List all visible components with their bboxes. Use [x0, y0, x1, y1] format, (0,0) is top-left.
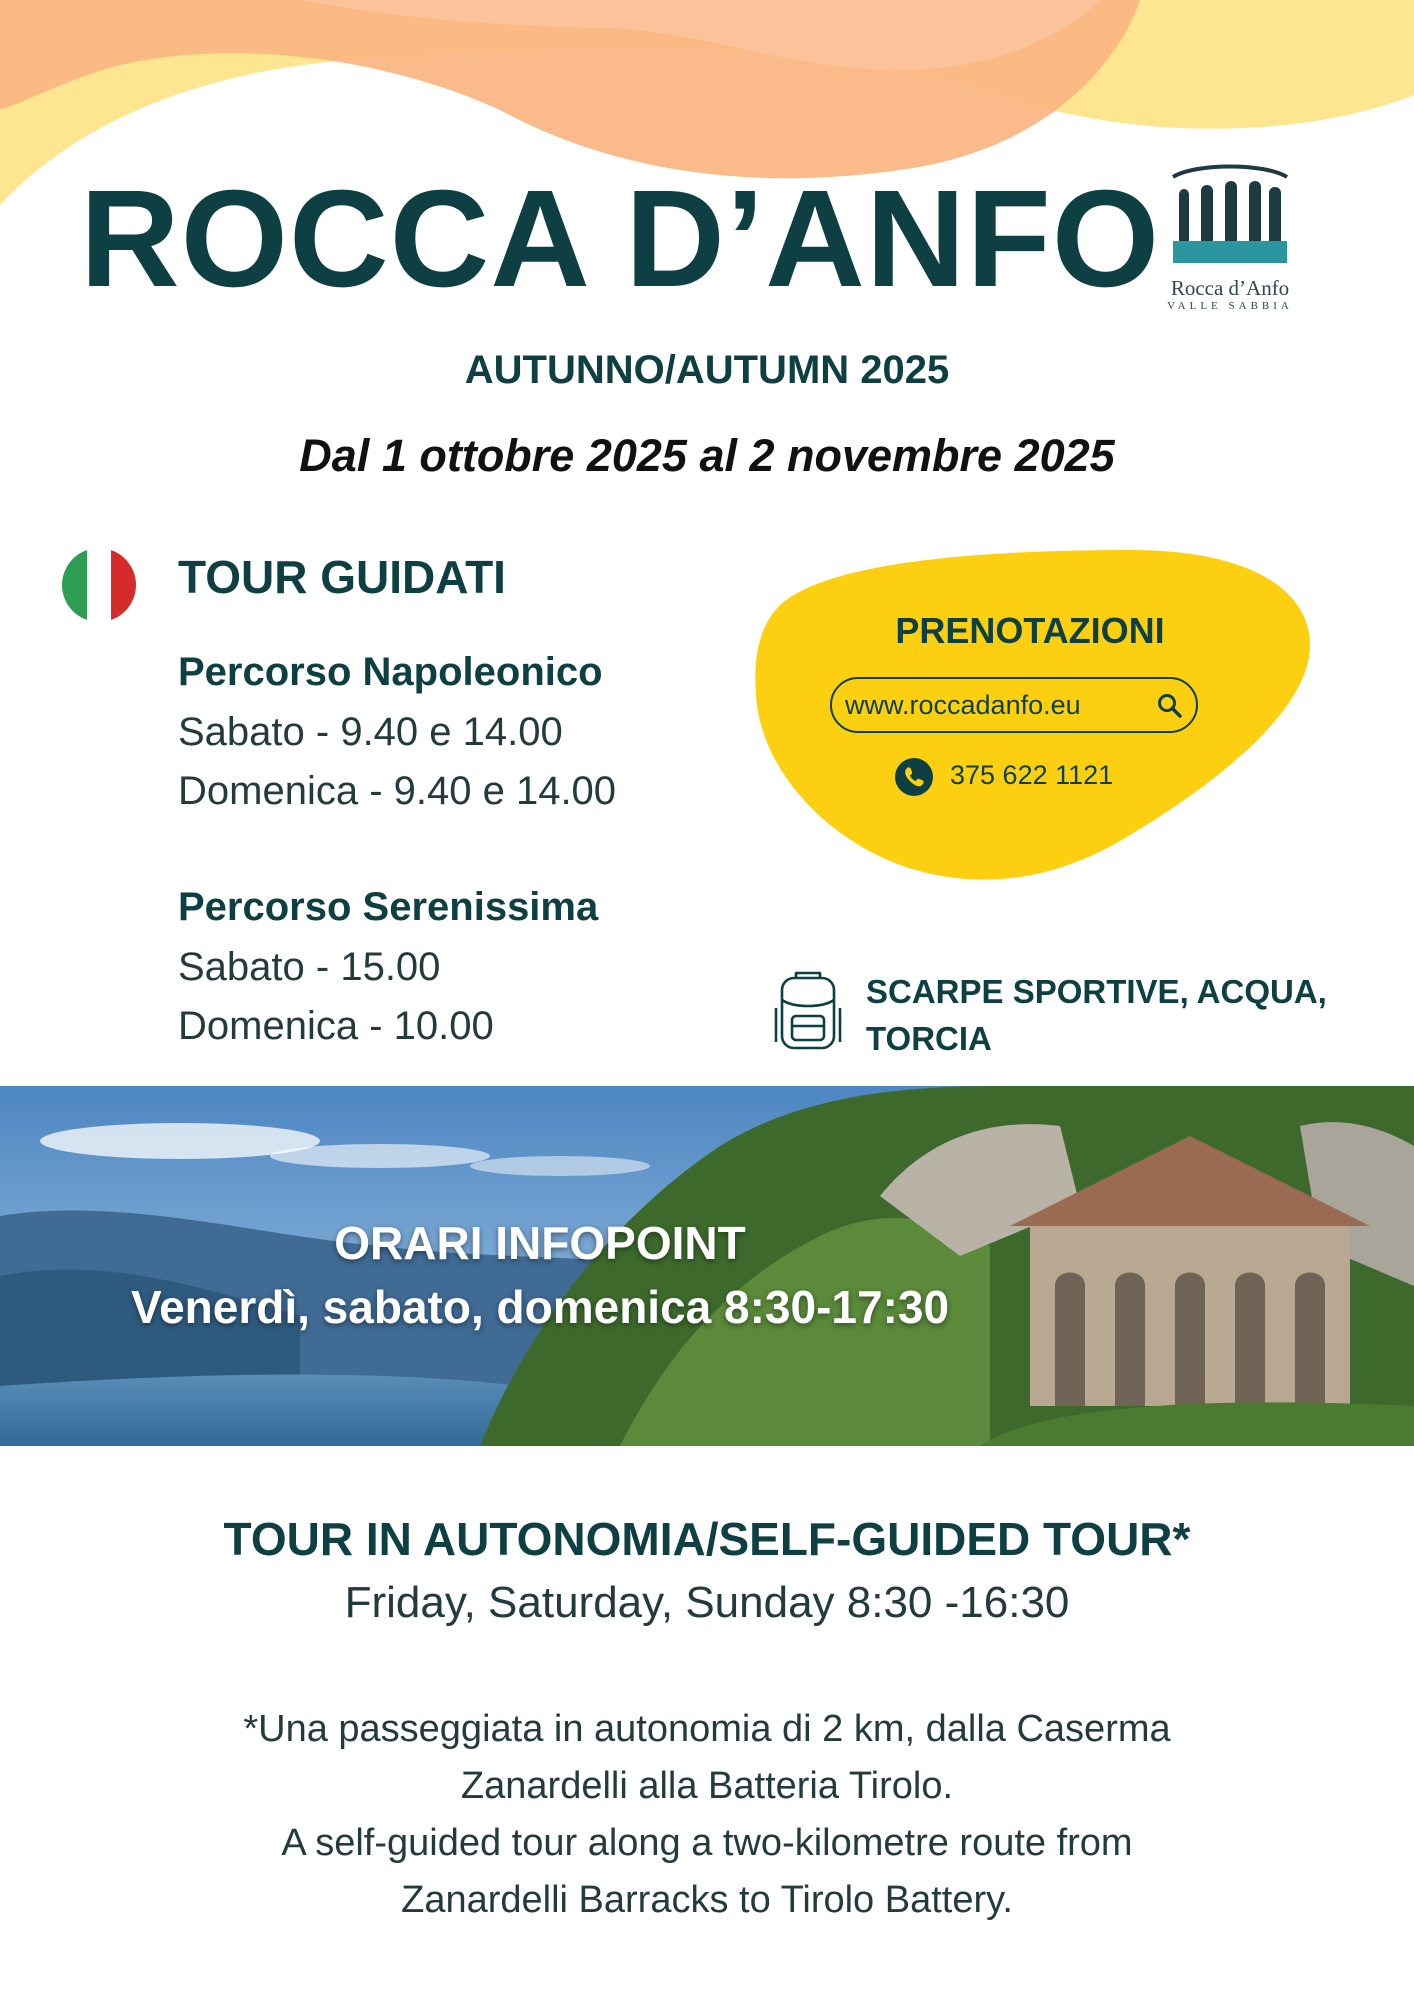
backpack-icon	[772, 968, 844, 1052]
logo-subtitle: VALLE SABBIA	[1167, 300, 1293, 312]
route-napoleonico-sunday: Domenica - 9.40 e 14.00	[178, 769, 617, 813]
gear-recommendation	[866, 968, 1327, 1062]
route-napoleonico-saturday: Sabato - 9.40 e 14.00	[178, 710, 563, 754]
note-line-3: A self-guided tour along a two-kilometre route from	[281, 1822, 1133, 1864]
website-link[interactable]: www.roccadanfo.eu	[845, 690, 1081, 720]
italian-flag-icon	[62, 548, 136, 622]
phone-icon	[895, 758, 933, 796]
logo-name: Rocca d’Anfo	[1170, 276, 1290, 300]
page-title: ROCCA D’ANFO	[80, 162, 1161, 316]
gear-line-2: TORCIA	[866, 1020, 992, 1057]
phone-number: 375 622 1121	[950, 760, 1114, 790]
self-guided-title: TOUR IN AUTONOMIA/SELF-GUIDED TOUR*	[223, 1513, 1191, 1565]
guided-tours-heading: TOUR GUIDATI	[178, 551, 506, 603]
route-serenissima-saturday: Sabato - 15.00	[178, 945, 441, 989]
season-label: AUTUNNO/AUTUMN 2025	[464, 348, 950, 392]
booking-title: PRENOTAZIONI	[895, 610, 1165, 651]
infopoint-title: ORARI INFOPOINT	[334, 1217, 746, 1269]
infopoint-hours: Venerdì, sabato, domenica 8:30-17:30	[130, 1281, 950, 1333]
route-serenissima-title: Percorso Serenissima	[178, 885, 599, 929]
gear-line-1: SCARPE SPORTIVE, ACQUA,	[866, 973, 1327, 1010]
note-line-1: *Una passeggiata in autonomia di 2 km, dalla Caserma	[243, 1708, 1171, 1750]
route-serenissima-sunday: Domenica - 10.00	[178, 1004, 494, 1048]
search-icon	[1156, 692, 1184, 720]
route-napoleonico-title: Percorso Napoleonico	[178, 650, 603, 694]
note-line-4: Zanardelli Barracks to Tirolo Battery.	[401, 1879, 1013, 1921]
date-range: Dal 1 ottobre 2025 al 2 novembre 2025	[299, 430, 1115, 481]
self-guided-hours: Friday, Saturday, Sunday 8:30 -16:30	[344, 1578, 1070, 1627]
note-line-2: Zanardelli alla Batteria Tirolo.	[460, 1765, 954, 1807]
